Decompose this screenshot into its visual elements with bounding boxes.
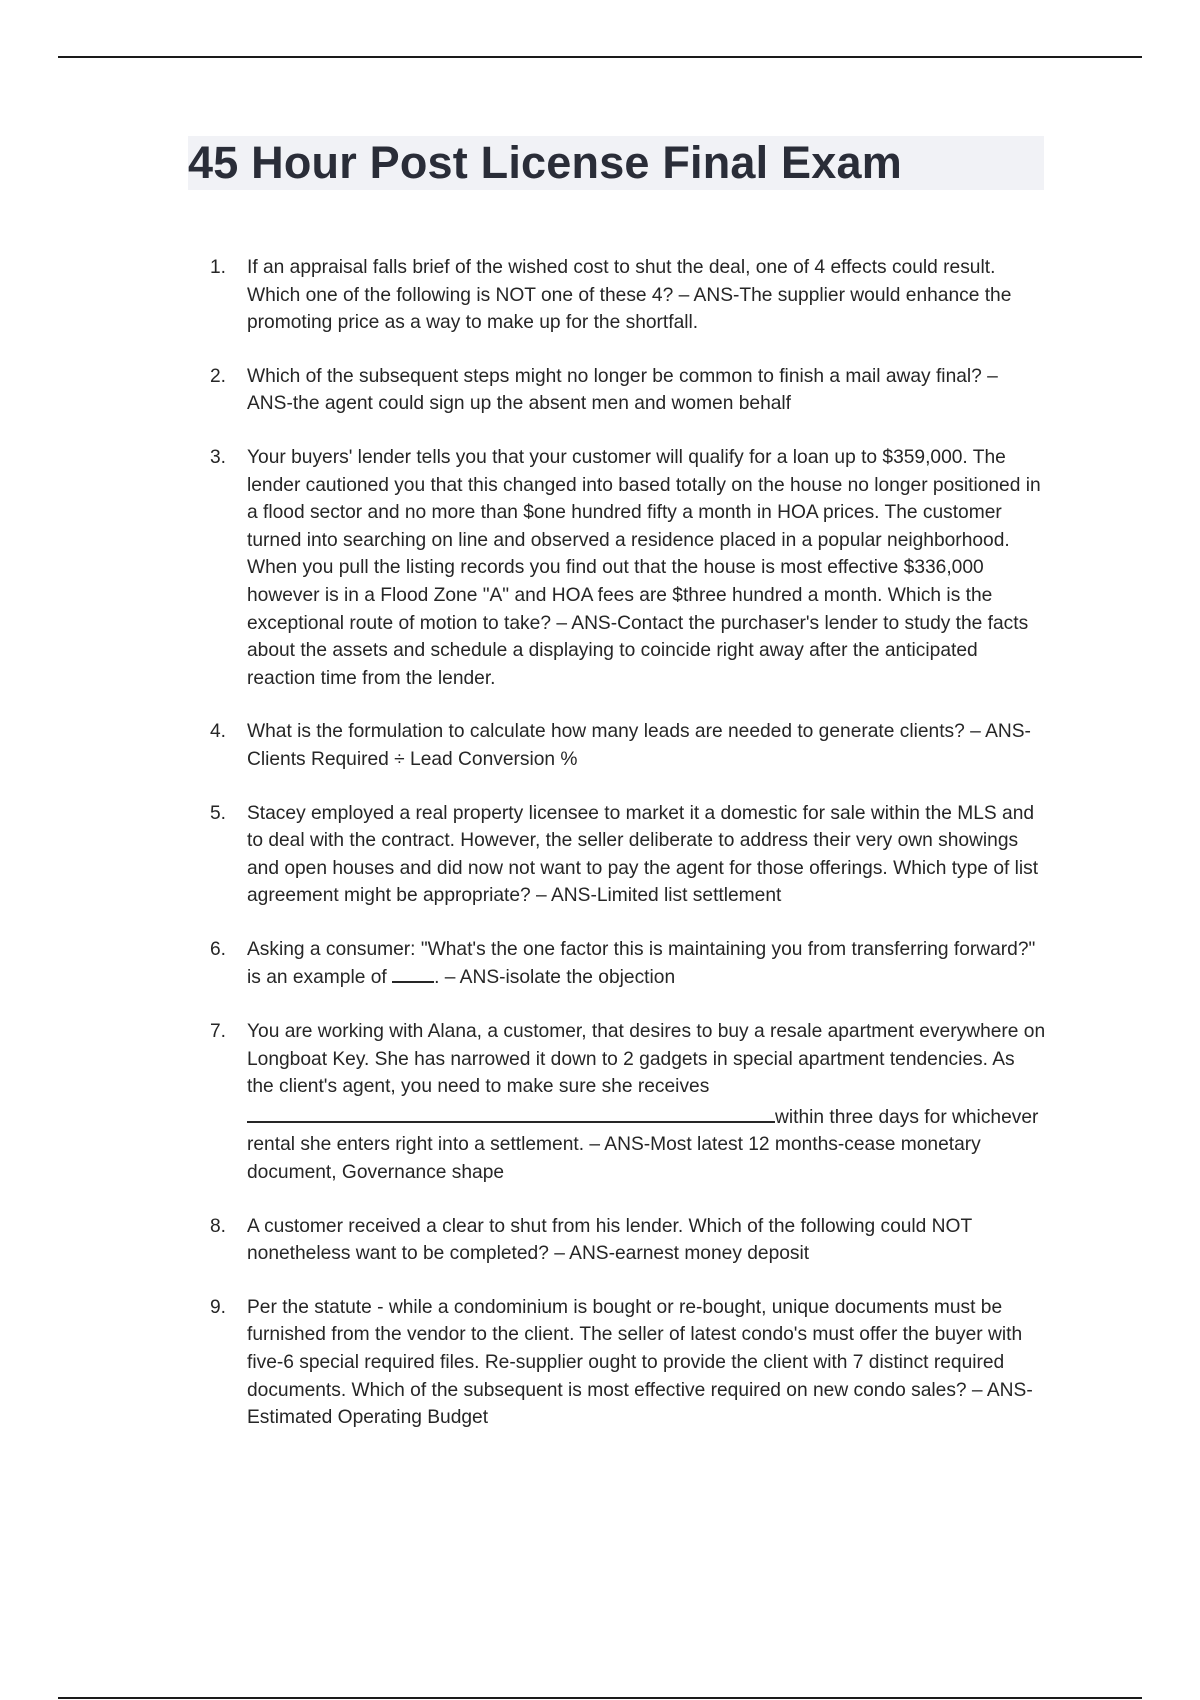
question-number: 9. <box>210 1296 227 1318</box>
question-text: Which of the subsequent steps might no longer be common to finish a mail away final? – ANS-the agent could sign up the absent men and women behalf <box>247 365 998 415</box>
question-text-after-blank: within three days for whichever rental she enters right into a settlement. – ANS-Most latest 12 months-cease monetary document, Governance shape <box>247 1106 1039 1184</box>
question-number: 7. <box>210 1021 227 1043</box>
question-number: 4. <box>210 721 227 743</box>
question-text-before-blank: Asking a consumer: "What's the one factor this is maintaining you from transferring forward?" is an example of <box>247 938 1036 989</box>
question-text-after-blank: . – ANS-isolate the objection <box>434 967 676 989</box>
question-list <box>210 254 1046 1458</box>
question-item-2 <box>210 363 1046 418</box>
question-number: 5. <box>210 802 227 824</box>
question-number: 6. <box>210 938 227 960</box>
question-item-3 <box>210 444 1046 692</box>
question-item-1 <box>210 254 1046 337</box>
question-text: Stacey employed a real property licensee to market it a domestic for sale within the MLS and to deal with the contract. However, the seller deliberate to address their very own showings and open houses and did now not want to pay the agent for those offerings. Which type of list agreement might be appropriate? – ANS-Limited list settlement <box>247 802 1039 907</box>
page-title: 45 Hour Post License Final Exam <box>188 137 902 188</box>
question-number: 1. <box>210 257 227 278</box>
bottom-divider <box>58 1697 1142 1699</box>
question-item-6 <box>210 936 1046 992</box>
question-text: Per the statute - while a condominium is bought or re-bought, unique documents must be furnished from the vendor to the client. The seller of latest condo's must offer the buyer with five-6 special required files. Re-supplier ought to provide the client with 7 distinct required documents. Which of the subsequent is most effective required on new condo sales? – ANS-Estimated Operating Budget <box>247 1296 1033 1429</box>
question-text: Your buyers' lender tells you that your customer will qualify for a loan up to $359,000. The lender cautioned you that this changed into based totally on the house no longer positioned in a flood sector and no more than $one hundred fifty a month in HOA prices. The customer turned into searching on line and observed a residence placed in a popular neighborhood. When you pull the listing records you find out that the house is most effective $336,000 however is in a Flood Zone "A" and HOA fees are $three hundred a month. Which is the exceptional route of motion to take? – ANS-Contact the purchaser's lender to study the facts about the assets and schedule a displaying to coincide right away after the anticipated reaction time from the lender. <box>247 446 1041 689</box>
question-item-5 <box>210 800 1046 910</box>
question-item-7 <box>210 1018 1046 1187</box>
answer-blank-short <box>392 963 434 983</box>
question-number: 3. <box>210 446 227 468</box>
question-number: 8. <box>210 1215 227 1237</box>
top-divider <box>58 56 1142 58</box>
answer-blank-long <box>247 1101 775 1123</box>
question-text: If an appraisal falls brief of the wished cost to shut the deal, one of 4 effects could result. Which one of the following is NOT one of these 4? – ANS-The supplier would enhance the promoting price as a way to make up for the shortfall. <box>247 257 1012 334</box>
question-item-9 <box>210 1294 1046 1432</box>
question-text: What is the formulation to calculate how many leads are needed to generate clients? – ANS-Clients Required ÷ Lead Conversion % <box>247 721 1031 770</box>
question-text: A customer received a clear to shut from his lender. Which of the following could NOT nonetheless want to be completed? – ANS-earnest money deposit <box>247 1215 972 1265</box>
question-number: 2. <box>210 365 227 387</box>
question-item-8 <box>210 1213 1046 1268</box>
question-item-4 <box>210 718 1046 773</box>
question-text-before-blank: You are working with Alana, a customer, that desires to buy a resale apartment everywhere on Longboat Key. She has narrowed it down to 2 gadgets in special apartment tendencies. As the client's agent, you need to make sure she receives <box>247 1021 1046 1098</box>
